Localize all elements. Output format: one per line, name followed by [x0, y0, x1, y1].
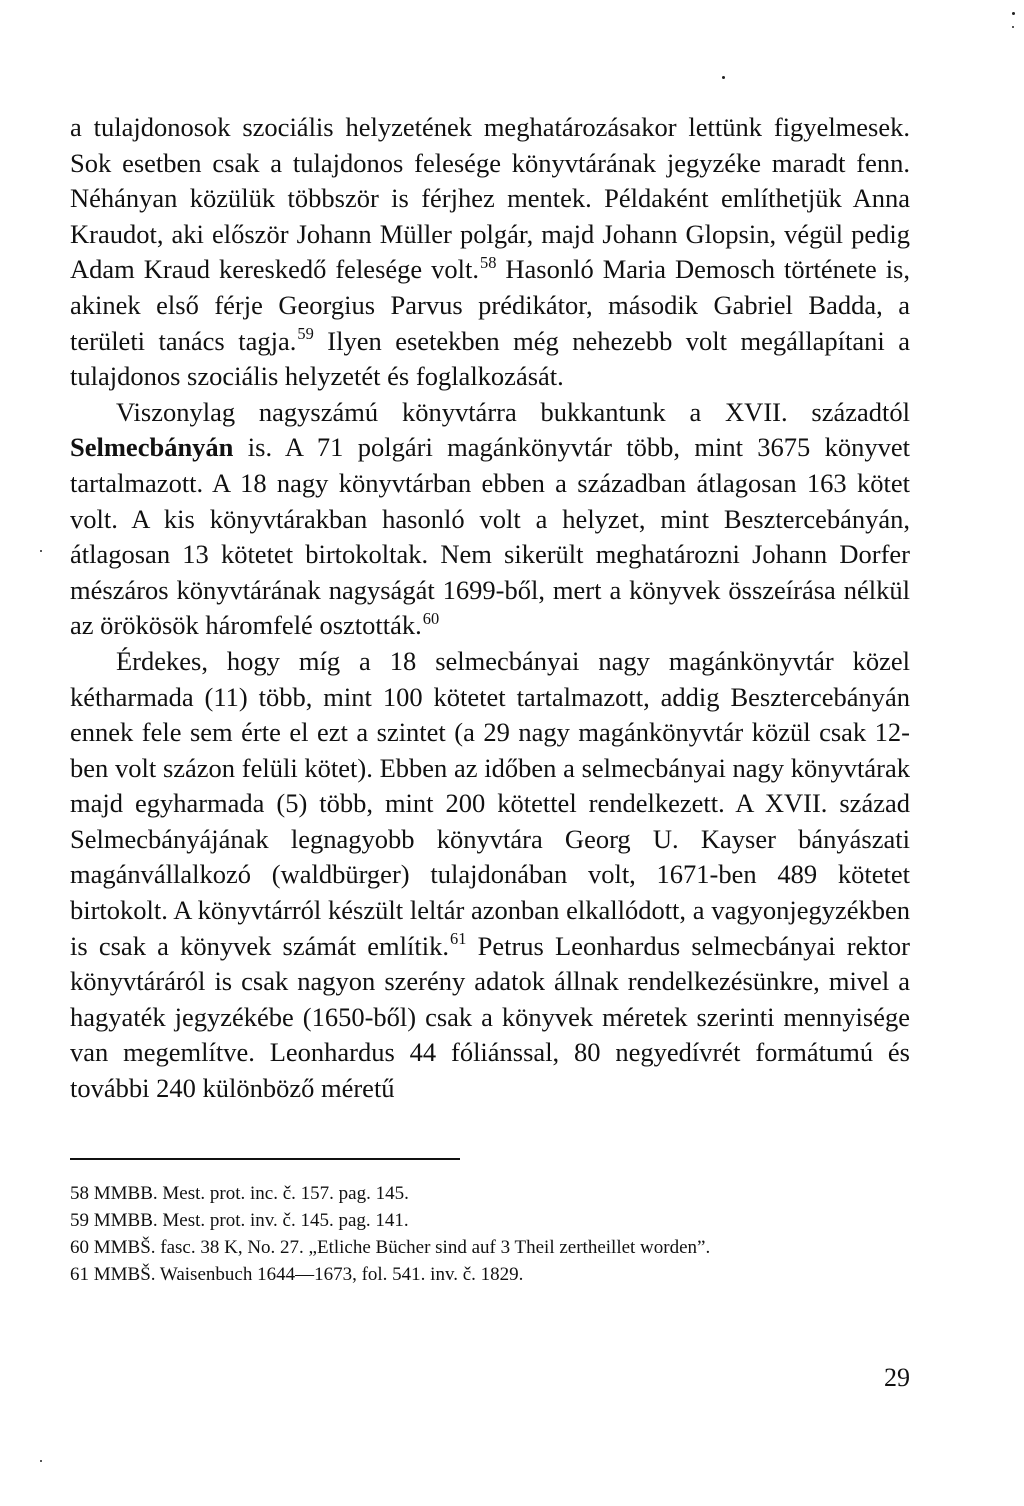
- paragraph-3-text-a: Érdekes, hogy míg a 18 selmecbányai nagy magánkönyvtár közel kétharmada (11) több, mint 100 kötetet tartalmazott, addig Besztercebányán ennek fele sem érte el ezt a szintet (a 29 nagy magánkönyvtár közül csak 12-ben volt százon felüli kötet). Ebben az időben a selmecbányai nagy könyvtárak majd egyharmada (5) több, mint 200 kötettel rendelkezett. A XVII. század Selmecbányájának legnagyobb könyvtára Georg U. Kayser bányászati magánvállalkozó (waldbürger) tulajdonában volt, 1671-ben 489 kötetet birtokolt. A könyvtárról készült leltár azonban elkallódott, a vagyonjegyzékben is csak a könyvek számát említik.: [70, 645, 910, 961]
- page-number: 29: [884, 1363, 910, 1392]
- paragraph-1: [70, 110, 910, 395]
- footnote-ref-61: 61: [450, 929, 467, 949]
- footnote-ref-60: 60: [422, 609, 440, 629]
- main-text: [70, 110, 910, 1107]
- paragraph-1-text-b: Hasonló Maria Demosch története is, akinek első férje Georgius Parvus prédikátor, második Gabriel Badda, a területi tanács tagja.: [70, 254, 910, 356]
- scan-speck: [40, 550, 42, 552]
- footnote-59: 59 MMBB. Mest. prot. inv. č. 145. pag. 141.: [70, 1210, 409, 1231]
- footnote-60: 60 MMBŠ. fasc. 38 K, No. 27. „Etliche Bücher sind auf 3 Theil zertheillet worden”.: [70, 1237, 711, 1258]
- scan-speck: [722, 76, 725, 79]
- paragraph-3: [70, 644, 910, 1107]
- footnote-separator: [70, 1158, 460, 1160]
- scan-speck: [1012, 26, 1014, 28]
- paragraph-2-text-b: is. A 71 polgári magánkönyvtár több, mint 3675 könyvet tartalmazott. A 18 nagy könyvtárban ebben a században átlagosan 163 kötet volt. A kis könyvtárakban hasonló volt a helyzet, mint Besztercebányán, átlagosan 13 kötetet birtokoltak. Nem sikerült meghatározni Johann Dorfer mészáros könyvtárának nagyságát 1699-ből, mert a könyvek összeírása nélkül az örökösök háromfelé osztották.: [70, 432, 910, 641]
- footnotes: [70, 1180, 910, 1288]
- emphasized-place-name: Selmecbányán: [70, 432, 234, 463]
- paragraph-2: [70, 395, 910, 644]
- paragraph-1-text-a: a tulajdonosok szociális helyzetének meghatározásakor lettünk figyelmesek. Sok esetben csak a tulajdonos felesége könyvtárának jegyzéke maradt fenn. Néhányan közülük többször is férjhez mentek. Példaként említhetjük Anna Kraudot, aki először Johann Müller polgár, majd Johann Glopsin, végül pedig Adam Kraud kereskedő felesége volt.: [70, 112, 910, 285]
- footnote-ref-58: 58: [479, 253, 497, 273]
- footnote-ref-59: 59: [297, 324, 314, 344]
- paragraph-1-text-c: Ilyen esetekben még nehezebb volt megállapítani a tulajdonos szociális helyzetét és foglalkozását.: [70, 325, 910, 392]
- footnote-61: 61 MMBŠ. Waisenbuch 1644—1673, fol. 541. inv. č. 1829.: [70, 1264, 524, 1285]
- scan-speck: [40, 1460, 42, 1462]
- paragraph-3-text-b: Petrus Leonhardus selmecbányai rektor könyvtáráról is csak nagyon szerény adatok állnak rendelkezésünkre, mivel a hagyaték jegyzékébe (1650-ből) csak a könyvek méretek szerinti mennyisége van megemlítve. Leonhardus 44 fóliánssal, 80 negyedívrét formátumú és további 240 különböző méretű: [70, 930, 910, 1104]
- scan-speck: [1012, 12, 1015, 15]
- footnote-58: 58 MMBB. Mest. prot. inc. č. 157. pag. 145.: [70, 1183, 409, 1204]
- paragraph-2-text-a: Viszonylag nagyszámú könyvtárra bukkantunk a XVII. századtól: [116, 396, 910, 427]
